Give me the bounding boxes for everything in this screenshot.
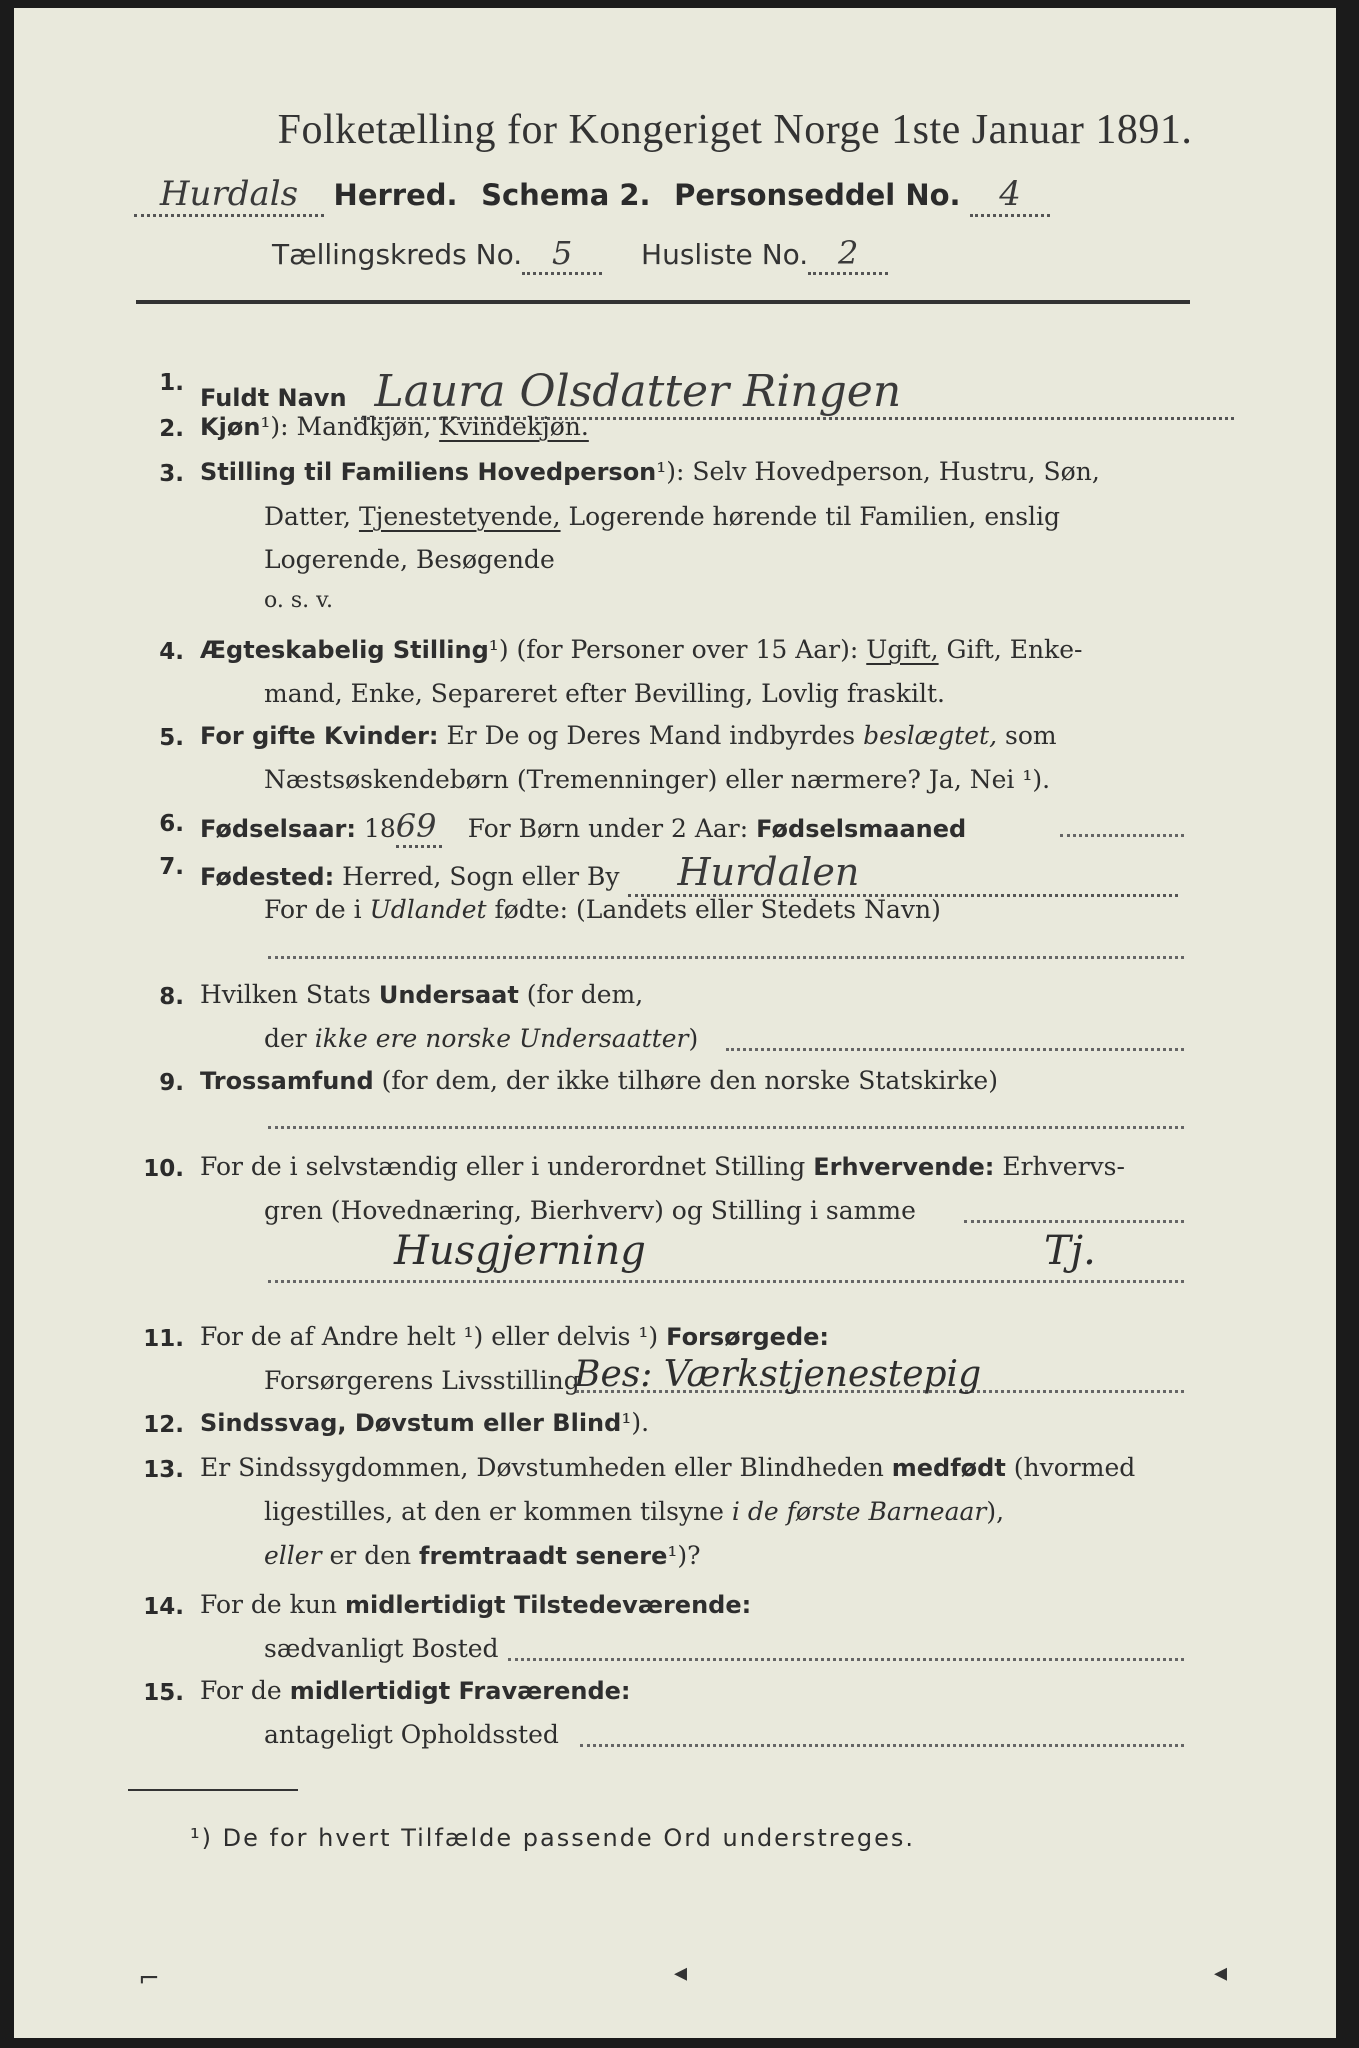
item-12-label: Sindssvag, Døvstum eller Blind xyxy=(200,1409,622,1437)
item-3-line3: Logerende, Besøgende xyxy=(264,545,555,574)
corner-mark-center: ◂ xyxy=(674,1958,688,1988)
item-15-label: midlertidigt Fraværende: xyxy=(289,1677,631,1705)
husliste-number: 2 xyxy=(808,234,888,275)
item-7-text: Herred, Sogn eller By xyxy=(342,862,620,891)
item-10-line2: gren (Hovednæring, Bierhverv) og Stilling i samme xyxy=(264,1196,916,1225)
item-4-text: ¹) (for Personer over 15 Aar): xyxy=(488,635,859,664)
item-10-row xyxy=(200,1152,1125,1181)
item-6-label: Fødselsaar: xyxy=(200,815,356,843)
footnote: ¹) De for hvert Tilfælde passende Ord understreges. xyxy=(190,1824,915,1852)
item-13-line2: ligestilles, at den er kommen tilsyne i de første Barneaar), xyxy=(264,1497,1005,1526)
item-13-row xyxy=(200,1453,1135,1482)
item-11-row xyxy=(200,1322,829,1351)
item-2-row xyxy=(200,412,589,441)
full-name-value: Laura Olsdatter Ringen xyxy=(354,366,1234,420)
item-4-line2: mand, Enke, Separeret efter Bevilling, Lovlig fraskilt. xyxy=(264,679,945,708)
item-14-dots xyxy=(508,1658,1184,1661)
kreds-number: 5 xyxy=(522,234,602,275)
kreds-label: Tællingskreds No. xyxy=(272,238,523,271)
herred-value: Hurdals xyxy=(134,174,324,217)
item-11-label: Forsørgede: xyxy=(666,1323,830,1351)
header-rule xyxy=(136,300,1190,304)
item-10-answer-line xyxy=(268,1280,1184,1283)
item-6-label3: Fødselsmaaned xyxy=(756,815,967,843)
item-10-number: 10. xyxy=(143,1156,184,1182)
item-7-line2b: fødte: (Landets eller Stedets Navn) xyxy=(494,895,941,924)
form-title: Folketælling for Kongeriget Norge 1ste Januar 1891. xyxy=(277,107,1193,153)
item-9-text: (for dem, der ikke tilhøre den norske Statskirke) xyxy=(381,1066,998,1095)
birthplace-value: Hurdalen xyxy=(628,850,1178,897)
item-3-row xyxy=(200,457,1100,486)
item-13-number: 13. xyxy=(143,1457,184,1483)
item-6-text: 18 xyxy=(363,814,396,843)
item-13-line2a: ligestilles, at den er kommen tilsyne xyxy=(264,1497,724,1526)
item-5-row xyxy=(200,721,1057,750)
item-3-line2a: Datter, xyxy=(264,502,351,531)
item-5-number: 5. xyxy=(159,725,184,751)
item-14-row xyxy=(200,1590,751,1619)
item-12-text: ¹). xyxy=(621,1408,650,1437)
item-12-row xyxy=(200,1408,649,1437)
item-8-dots xyxy=(726,1048,1184,1051)
item-2-text: ¹): Mandkjøn, xyxy=(260,412,432,441)
item-7-number: 7. xyxy=(159,854,184,880)
item-8-line2i: ikke ere norske Undersaatter xyxy=(314,1024,689,1053)
kreds-line xyxy=(272,234,888,275)
item-3-label: Stilling til Familiens Hovedperson xyxy=(200,458,657,486)
supporter-occupation-value: Bes: Værkstjenestepig xyxy=(574,1354,982,1395)
item-8-text: Hvilken Stats xyxy=(200,980,371,1009)
item-14-label: midlertidigt Tilstedeværende: xyxy=(344,1591,752,1619)
schema-label: Schema 2. xyxy=(481,178,651,212)
item-15-text: For de xyxy=(200,1676,282,1705)
item-4-text2: Gift, Enke- xyxy=(946,635,1083,664)
item-5-italic: beslægtet, xyxy=(863,721,998,750)
item-4-label: Ægteskabelig Stilling xyxy=(200,636,489,664)
item-13-line3a: er den xyxy=(329,1541,412,1570)
item-2-number: 2. xyxy=(159,416,184,442)
item-13-line3b: fremtraadt senere xyxy=(419,1542,668,1570)
item-5-label: For gifte Kvinder: xyxy=(200,722,439,750)
item-8-number: 8. xyxy=(159,984,184,1010)
item-13-line3c: ¹)? xyxy=(667,1541,701,1570)
item-8-label: Undersaat xyxy=(378,981,519,1009)
item-7-line2i: Udlandet xyxy=(369,895,487,924)
item-13-text: Er Sindssygdommen, Døvstumheden eller Blindheden xyxy=(200,1453,884,1482)
item-1-label: Fuldt Navn xyxy=(200,384,347,412)
corner-mark-right: ◂ xyxy=(1214,1958,1228,1988)
item-11-text: For de af Andre helt ¹) eller delvis ¹) xyxy=(200,1322,659,1351)
item-5-line2: Næstsøskendebørn (Tremenninger) eller nærmere? Ja, Nei ¹). xyxy=(264,765,1051,794)
item-12-number: 12. xyxy=(143,1412,184,1438)
item-9-row xyxy=(200,1066,998,1095)
item-7-blank-line xyxy=(268,956,1184,959)
item-9-number: 9. xyxy=(159,1070,184,1096)
item-8-line2: der ikke ere norske Undersaatter) xyxy=(264,1024,699,1053)
birth-month-dots xyxy=(1060,834,1184,837)
item-3-text: ¹): Selv Hovedperson, Hustru, Søn, xyxy=(656,457,1100,486)
item-3-underlined: Tjenestetyende, xyxy=(358,502,561,531)
item-15-number: 15. xyxy=(143,1680,184,1706)
item-13-line2i: i de første Barneaar xyxy=(731,1497,987,1526)
birth-year-value: 69 xyxy=(396,807,442,848)
occupation-value: Husgjerning xyxy=(394,1228,646,1274)
item-7-label: Fødested: xyxy=(200,863,335,891)
item-11-number: 11. xyxy=(143,1326,184,1352)
item-5-text2: som xyxy=(1004,721,1057,750)
item-2-underlined: Kvindekjøn. xyxy=(439,412,589,441)
item-8-line2a: der xyxy=(264,1024,307,1053)
corner-mark-left: ⌐ xyxy=(138,1964,160,1994)
item-4-underlined: Ugift, xyxy=(866,635,939,664)
personseddel-label: Personseddel No. xyxy=(674,178,961,212)
item-6-row xyxy=(200,807,966,848)
occupation-position-value: Tj. xyxy=(1044,1228,1096,1274)
item-4-number: 4. xyxy=(159,639,184,665)
item-15-row xyxy=(200,1676,631,1705)
item-7-row xyxy=(200,850,1178,897)
item-5-text: Er De og Deres Mand indbyrdes xyxy=(446,721,856,750)
item-15-dots xyxy=(580,1744,1184,1747)
husliste-label: Husliste No. xyxy=(641,238,809,271)
item-10-label: Erhvervende: xyxy=(813,1153,995,1181)
census-form-sheet xyxy=(14,8,1336,2038)
item-9-label: Trossamfund xyxy=(200,1067,374,1095)
item-13-text2: (hvormed xyxy=(1013,1453,1136,1482)
item-4-row xyxy=(200,635,1082,664)
item-13-line3 xyxy=(264,1541,701,1570)
item-15-line2: antageligt Opholdssted xyxy=(264,1720,559,1749)
item-8-row xyxy=(200,980,643,1009)
herred-label: Herred. xyxy=(333,178,458,212)
item-6-label2: For Børn under 2 Aar: xyxy=(467,814,749,843)
item-10-text2: Erhvervs- xyxy=(1002,1152,1125,1181)
item-3-line2 xyxy=(264,502,1060,531)
item-13-label: medfødt xyxy=(891,1454,1006,1482)
item-2-label: Kjøn xyxy=(200,413,261,441)
item-3-number: 3. xyxy=(159,461,184,487)
footnote-rule xyxy=(128,1789,298,1791)
item-7-line2a: For de i xyxy=(264,895,362,924)
item-14-number: 14. xyxy=(143,1594,184,1620)
item-14-line2: sædvanligt Bosted xyxy=(264,1634,499,1663)
item-13-line3i: eller xyxy=(264,1541,322,1570)
item-3-line4: o. s. v. xyxy=(264,588,333,613)
item-6-number: 6. xyxy=(159,811,184,837)
item-8-text2: (for dem, xyxy=(526,980,644,1009)
item-3-line2b: Logerende hørende til Familien, enslig xyxy=(568,502,1061,531)
item-11-line2: Forsørgerens Livsstilling xyxy=(264,1366,580,1395)
item-1-number: 1. xyxy=(159,370,184,396)
item-10-dots xyxy=(964,1220,1184,1223)
item-7-line2 xyxy=(264,895,941,924)
personseddel-number: 4 xyxy=(970,174,1050,217)
item-14-text: For de kun xyxy=(200,1590,338,1619)
item-10-text: For de i selvstændig eller i underordnet Stilling xyxy=(200,1152,806,1181)
item-9-blank-line xyxy=(268,1126,1184,1129)
herred-line xyxy=(134,174,1050,217)
